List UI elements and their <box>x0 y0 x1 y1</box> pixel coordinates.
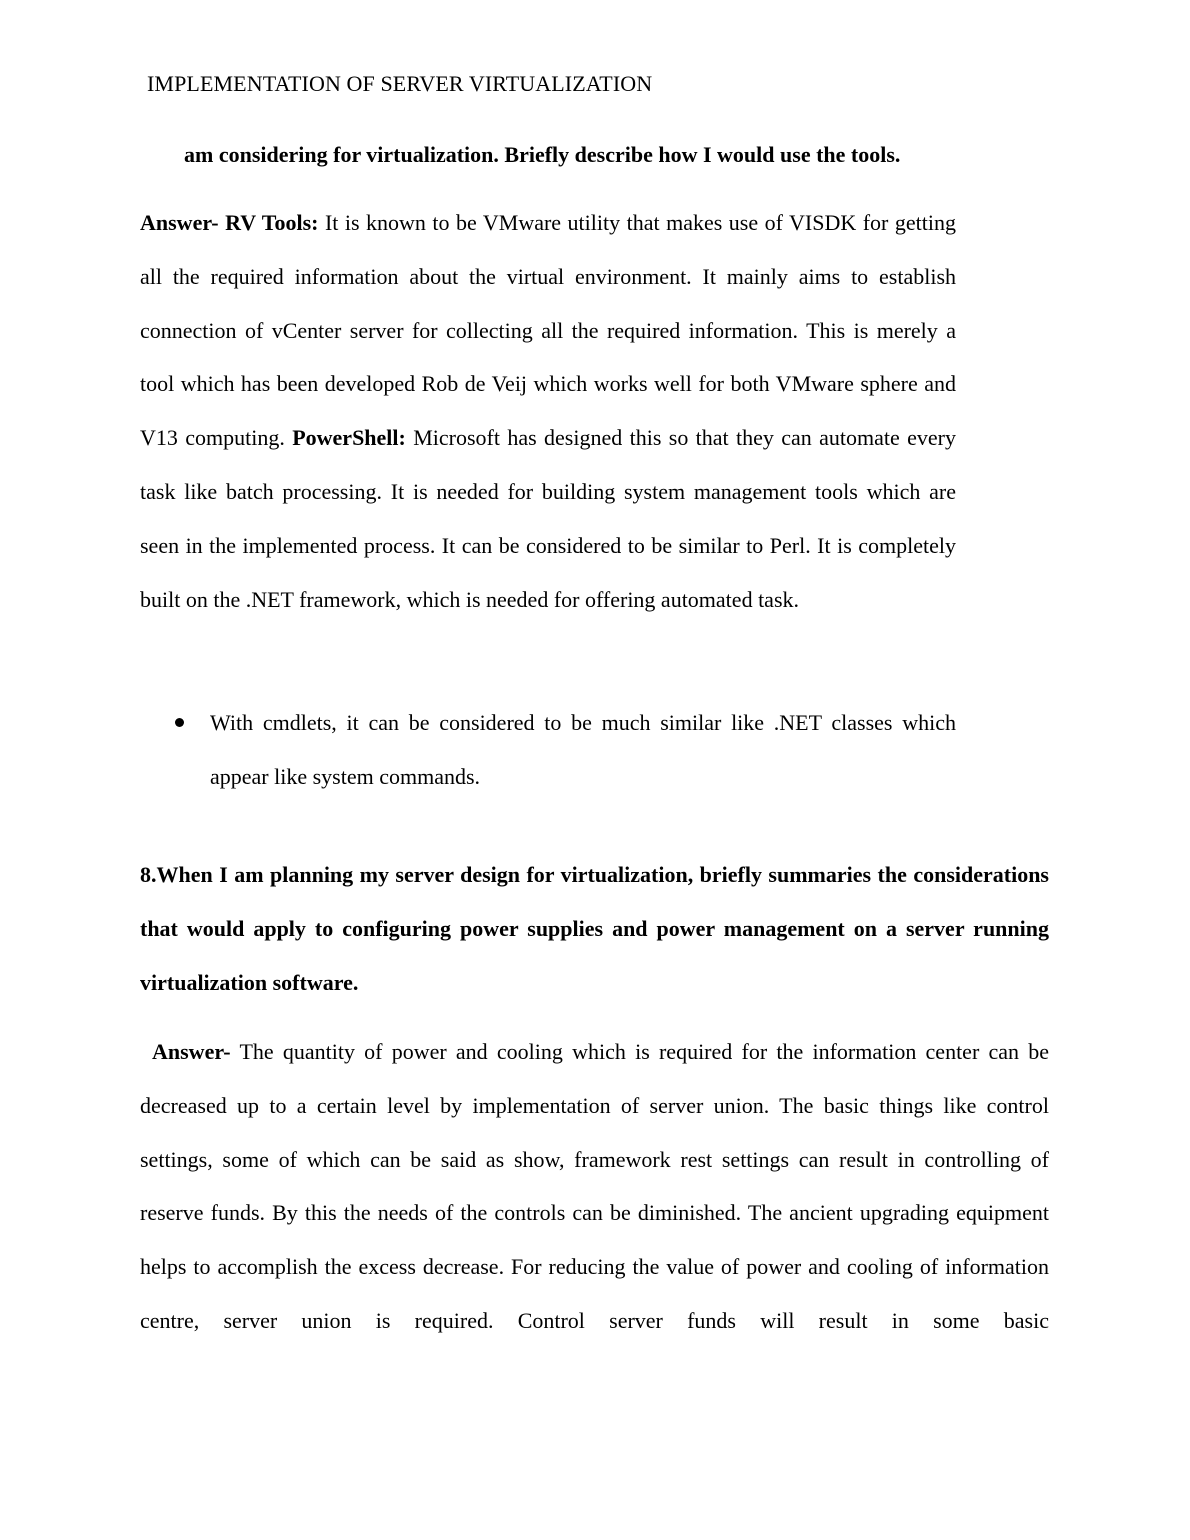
question-7-continuation: am considering for virtualization. Briefly describe how I would use the tools. <box>184 142 901 167</box>
answer-7-paragraph <box>140 196 956 626</box>
bullet-item: With cmdlets, it can be considered to be much similar like .NET classes which appear like system commands. <box>210 710 956 789</box>
question-8-heading: 8.When I am planning my server design for virtualization, briefly summaries the considerations that would apply to configuring power supplies and power management on a server running virtualization software. <box>140 862 1049 995</box>
answer-7-text-b: Microsoft has designed this so that they can automate every task like batch processing. It is needed for building system management tools which are seen in the implemented process. It can be considered to be similar to Perl. It is completely built on the .NET framework, which is needed for offering automated task. <box>140 425 956 612</box>
running-header-title: IMPLEMENTATION OF SERVER VIRTUALIZATION <box>147 71 653 96</box>
answer-7-label: Answer- RV Tools: <box>140 210 319 235</box>
answer-8-label: Answer- <box>152 1039 231 1064</box>
powershell-label: PowerShell: <box>292 425 406 451</box>
answer-8-text: The quantity of power and cooling which is required for the information center can be decreased up to a certain level by implementation of server union. The basic things like control settings, some of which can be said as show, framework rest settings can result in controlling of reserve funds. By this the needs of the controls can be diminished. The ancient upgrading equipment helps to accomplish the excess decrease. For reducing the value of power and cooling of information centre, server union is required. Control server funds will result in some basic <box>140 1039 1049 1333</box>
answer-7-text-a: It is known to be VMware utility that makes use of VISDK for getting all the required information about the virtual environment. It mainly aims to establish connection of vCenter server for collecting all the required information. This is merely a tool which has been developed Rob de Veij which works well for both VMware sphere and V13 computing. <box>140 210 956 451</box>
bullet-dot-icon <box>175 718 184 727</box>
answer-8-paragraph <box>140 1025 1049 1348</box>
